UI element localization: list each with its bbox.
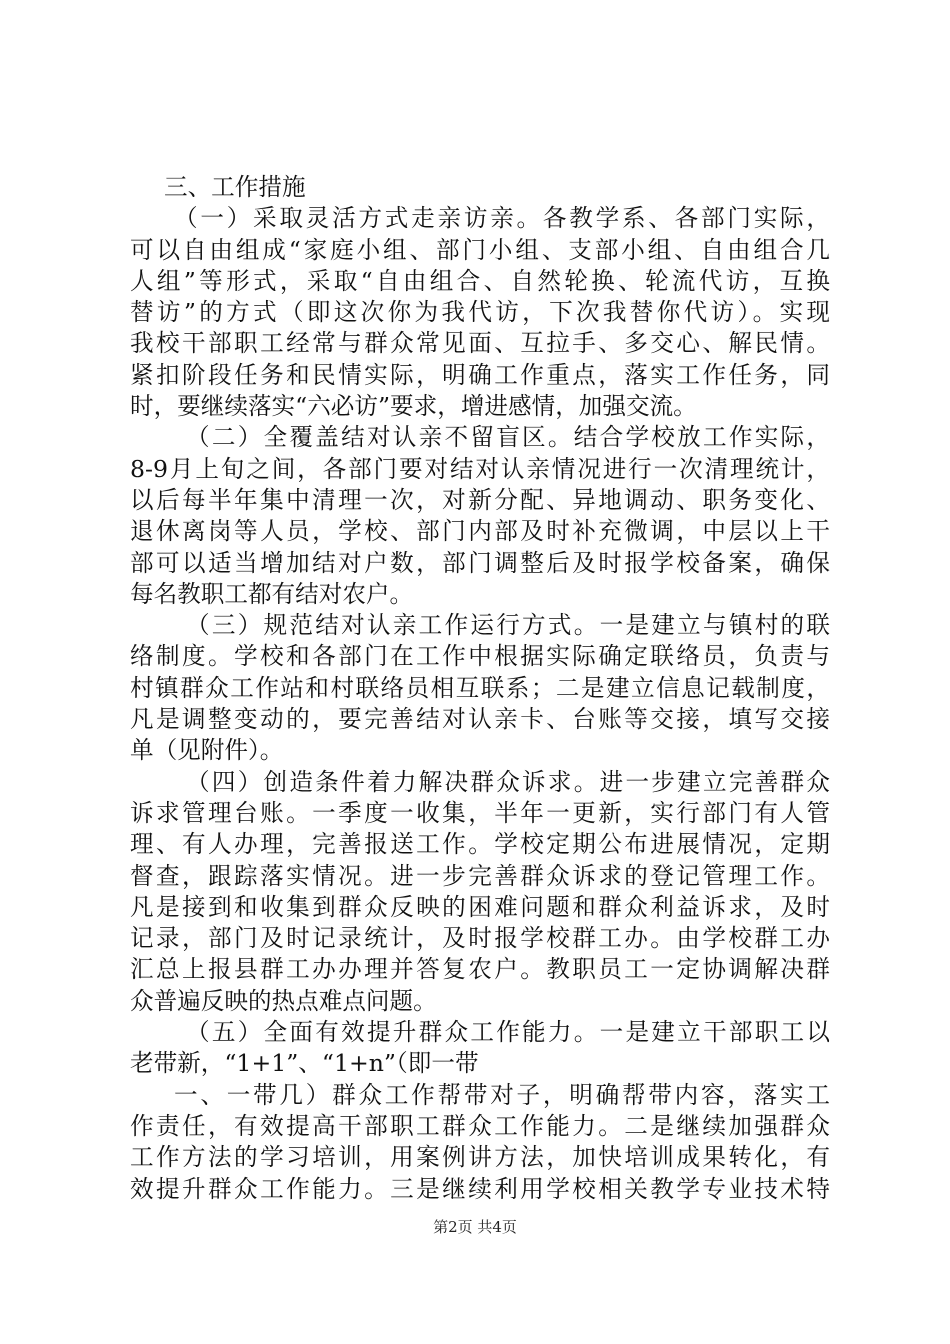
- paragraph-1-line: （一）采取灵活方式走亲访亲。各教学系、各部门实际，: [174, 204, 830, 233]
- paragraph-3-line: 络制度。学校和各部门在工作中根据实际确定联络员，负责与: [130, 642, 830, 671]
- paragraph-4-line: 凡是接到和收集到群众反映的困难问题和群众利益诉求，及时: [130, 892, 830, 921]
- paragraph-5-line: 老带新，“1+1”、“1+n”（即一带: [130, 1049, 479, 1078]
- paragraph-4-line: 诉求管理台账。一季度一收集，半年一更新，实行部门有人管: [130, 798, 830, 827]
- paragraph-4-line: 理、有人办理，完善报送工作。学校定期公布进展情况，定期: [130, 830, 830, 859]
- paragraph-1-line: 时，要继续落实“六必访”要求，增进感情，加强交流。: [130, 392, 697, 421]
- paragraph-1-line: 我校干部职工经常与群众常见面、互拉手、多交心、解民情。: [130, 329, 830, 358]
- paragraph-3-line: （三）规范结对认亲工作运行方式。一是建立与镇村的联: [186, 611, 830, 640]
- paragraph-2-line: 8-9月上旬之间，各部门要对结对认亲情况进行一次清理统计，: [130, 454, 830, 483]
- document-body: [130, 172, 830, 1205]
- paragraph-2-line: （二）全覆盖结对认亲不留盲区。结合学校放工作实际，: [186, 423, 830, 452]
- paragraph-2-line: 每名教职工都有结对农户。: [130, 579, 414, 608]
- paragraph-1-line: 替访”的方式（即这次你为我代访，下次我替你代访）。实现: [130, 298, 830, 327]
- paragraph-6-line: 作责任，有效提高干部职工群众工作能力。二是继续加强群众: [130, 1111, 830, 1140]
- paragraph-4-line: 汇总上报县群工办办理并答复农户。教职员工一定协调解决群: [130, 955, 830, 984]
- paragraph-6-line: 一、一带几）群众工作帮带对子，明确帮带内容，落实工: [174, 1080, 830, 1109]
- paragraph-3-line: 村镇群众工作站和村联络员相互联系；二是建立信息记载制度，: [130, 673, 830, 702]
- paragraph-5-line: （五）全面有效提升群众工作能力。一是建立干部职工以: [186, 1018, 830, 1047]
- paragraph-4-line: 督查，跟踪落实情况。进一步完善群众诉求的登记管理工作。: [130, 861, 830, 890]
- paragraph-6-line: 工作方法的学习培训，用案例讲方法，加快培训成果转化，有: [130, 1143, 830, 1172]
- section-heading: 三、工作措施: [164, 173, 306, 201]
- page-number-footer: 第2页 共4页: [433, 1218, 517, 1236]
- paragraph-4-line: 众普遍反映的热点难点问题。: [130, 986, 437, 1015]
- paragraph-3-line: 单（见附件）。: [130, 736, 284, 765]
- paragraph-2-line: 部可以适当增加结对户数，部门调整后及时报学校备案，确保: [130, 548, 830, 577]
- paragraph-1-line: 人组”等形式，采取“自由组合、自然轮换、轮流代访，互换: [130, 266, 830, 295]
- paragraph-1-line: 可以自由组成“家庭小组、部门小组、支部小组、自由组合几: [130, 235, 830, 264]
- paragraph-4-line: （四）创造条件着力解决群众诉求。进一步建立完善群众: [186, 767, 830, 796]
- paragraph-4-line: 记录，部门及时记录统计，及时报学校群工办。由学校群工办: [130, 924, 830, 953]
- paragraph-2-line: 以后每半年集中清理一次，对新分配、异地调动、职务变化、: [130, 485, 830, 514]
- paragraph-2-line: 退休离岗等人员，学校、部门内部及时补充微调，中层以上干: [130, 517, 830, 546]
- paragraph-1-line: 紧扣阶段任务和民情实际，明确工作重点，落实工作任务，同: [130, 360, 830, 389]
- paragraph-3-line: 凡是调整变动的，要完善结对认亲卡、台账等交接，填写交接: [130, 705, 830, 734]
- paragraph-6-line: 效提升群众工作能力。三是继续利用学校相关教学专业技术特: [130, 1174, 830, 1203]
